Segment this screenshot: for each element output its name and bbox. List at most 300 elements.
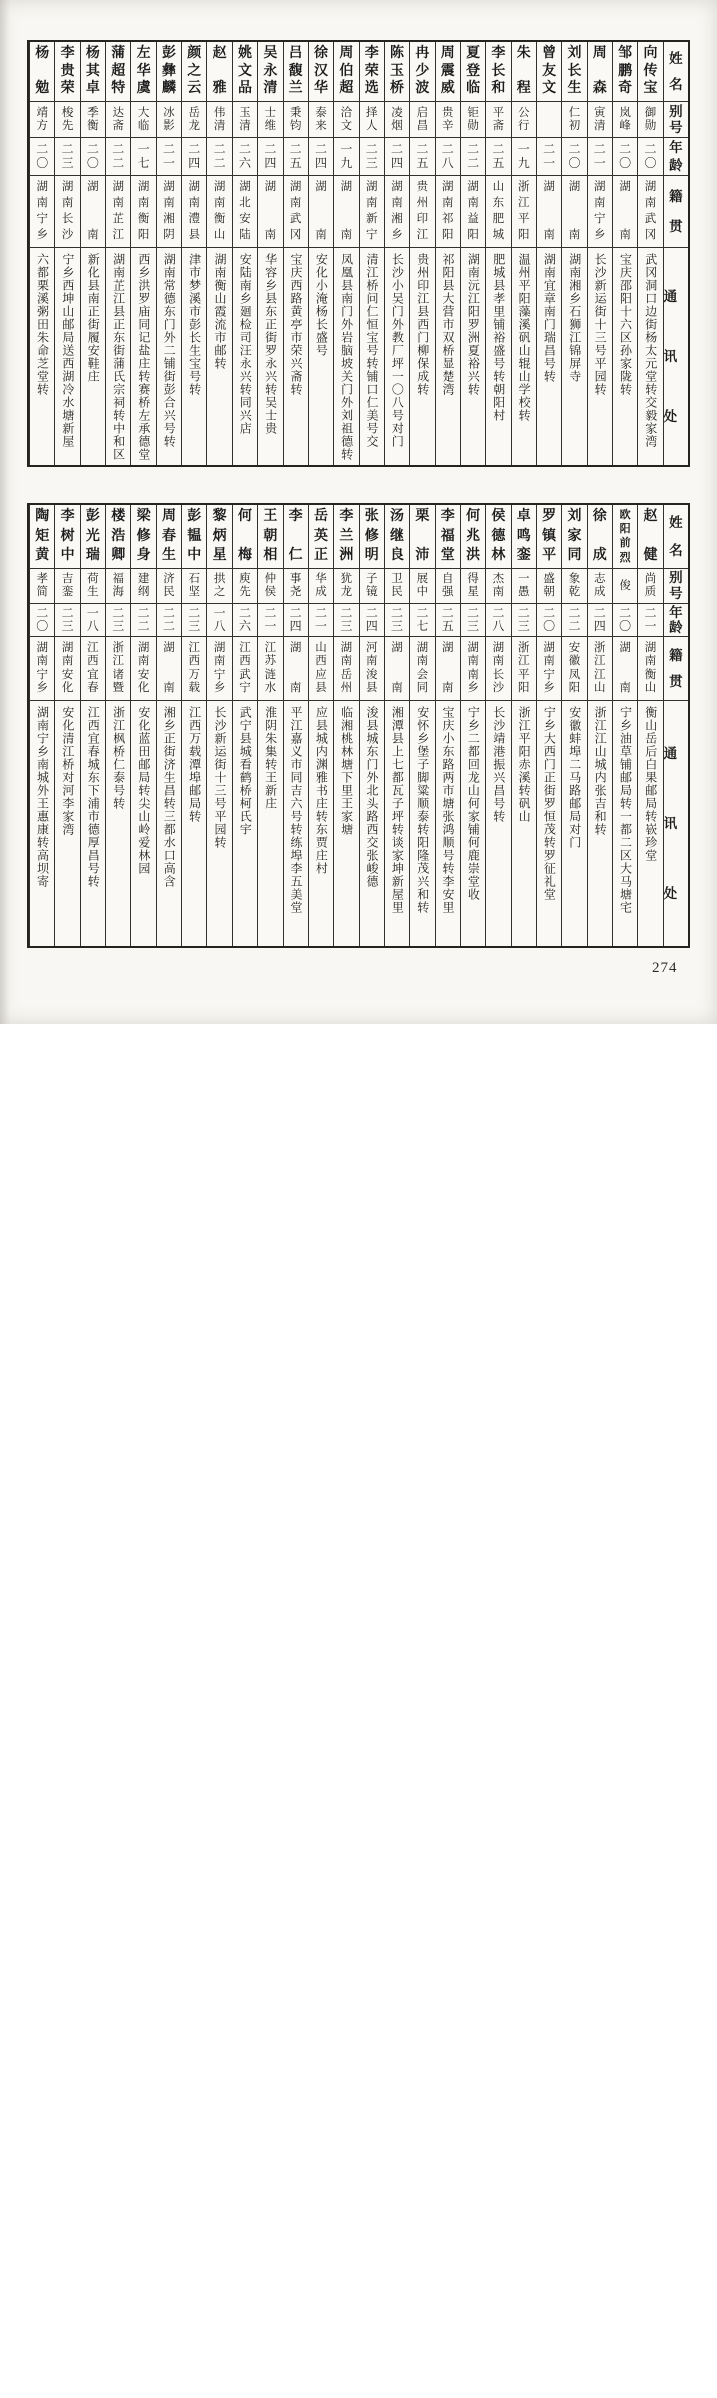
person-column (105, 42, 130, 465)
person-age: 一 九 (334, 138, 358, 176)
person-alias: 孝 简 (30, 569, 54, 604)
person-alias: 大 临 (131, 102, 155, 138)
person-address (613, 701, 637, 946)
person-native-place: 山 西 应 县 (309, 637, 333, 701)
person-address-text: 安化清江桥对河李家湾 (60, 706, 75, 836)
person-column (460, 42, 485, 465)
person-native-place: 湖 南 会 同 (410, 637, 434, 701)
person-column (80, 42, 105, 465)
person-name: 夏 登 临 (461, 42, 485, 102)
person-alias: 季 衡 (81, 102, 105, 138)
person-alias: 俊 (613, 569, 637, 604)
person-age: 一 七 (131, 138, 155, 176)
person-native-place: 湖 南 (613, 637, 637, 701)
person-age: 二 四 (284, 604, 308, 637)
person-native-place: 湖 南 湘 乡 (385, 176, 409, 248)
person-column (460, 505, 485, 946)
person-address-text: 湘乡正街济生昌转三都水口高含 (162, 706, 177, 888)
person-address-text: 武宁县城看鹤桥柯氏宇 (238, 706, 253, 836)
person-age: 二 四 (182, 138, 206, 176)
person-native-place: 湖 南 (537, 176, 561, 248)
person-address-text: 湘潭县上七都瓦子坪转谈家坤新屋里 (390, 706, 405, 914)
person-address-text: 宁乡油草铺邮局转一都二区大马塘宅 (618, 706, 633, 914)
person-age: 二 〇 (30, 138, 54, 176)
person-column (257, 505, 282, 946)
person-column (587, 505, 612, 946)
person-name: 杨 其 卓 (81, 42, 105, 102)
person-address (334, 248, 358, 465)
person-alias: 犹 龙 (334, 569, 358, 604)
person-native-place: 湖 南 宁 乡 (207, 637, 231, 701)
person-name: 周 森 (588, 42, 612, 102)
person-age: 二 五 (410, 138, 434, 176)
person-age: 二 二 (131, 604, 155, 637)
person-age: 二 一 (157, 138, 181, 176)
person-name: 周 震 威 (436, 42, 460, 102)
person-name: 陶 矩 黄 (30, 505, 54, 569)
person-alias: 尚 质 (638, 569, 662, 604)
person-address-text: 凤凰县南门外岩脑坡关门外刘祖德转 (339, 253, 354, 461)
person-address-text: 祁阳县大营市双桥显楚湾 (441, 253, 456, 396)
person-column (637, 505, 662, 946)
person-address (81, 701, 105, 946)
person-address-text: 清江桥问仁恒宝号转铺口仁美号交 (365, 253, 379, 448)
person-age: 二 〇 (30, 604, 54, 637)
person-address (258, 701, 282, 946)
person-alias: 择 人 (360, 102, 384, 138)
person-name: 黎 炳 星 (207, 505, 231, 569)
person-name: 李 树 中 (55, 505, 79, 569)
person-column (612, 42, 637, 465)
person-native-place: 湖 南 长 沙 (486, 637, 510, 701)
person-address-text: 湖南常德东门外二铺街彭合兴号转 (162, 253, 177, 448)
person-native-place: 安 徽 凤 阳 (562, 637, 586, 701)
header-age: 年 龄 (664, 138, 688, 176)
person-address (385, 701, 409, 946)
person-name: 徐 汉 华 (309, 42, 333, 102)
person-address (638, 248, 662, 465)
person-address (638, 701, 662, 946)
person-address (588, 248, 612, 465)
person-address-text: 浚县城东门外北头路西交张峻德 (365, 706, 379, 888)
person-name: 左 华 虞 (131, 42, 155, 102)
person-age: 一 八 (81, 604, 105, 637)
person-name: 周 春 生 (157, 505, 181, 569)
directory-table-bottom (27, 503, 690, 948)
person-column (587, 42, 612, 465)
person-alias: 凌 烟 (385, 102, 409, 138)
person-age: 二 四 (588, 604, 612, 637)
person-name: 赵 雅 (207, 42, 231, 102)
person-native-place: 湖 南 (385, 637, 409, 701)
person-native-place: 湖 南 衡 阳 (131, 176, 155, 248)
person-address (55, 701, 79, 946)
person-address (562, 701, 586, 946)
person-address (157, 248, 181, 465)
person-column (130, 505, 155, 946)
person-age: 二 四 (258, 138, 282, 176)
person-native-place: 湖 南 衡 山 (638, 637, 662, 701)
person-age: 二 六 (233, 604, 257, 637)
person-name: 彭 韫 中 (182, 505, 206, 569)
person-age: 二 三 (182, 604, 206, 637)
person-column (435, 42, 460, 465)
person-alias: 泰 来 (309, 102, 333, 138)
person-address (512, 248, 536, 465)
person-age: 一 九 (512, 138, 536, 176)
person-age: 二 四 (309, 138, 333, 176)
directory-table-top (27, 40, 690, 467)
person-name: 卓 鸣 銮 (512, 505, 536, 569)
person-age: 二 三 (106, 604, 130, 637)
person-native-place: 湖 南 (613, 176, 637, 248)
person-age: 二 〇 (81, 138, 105, 176)
person-native-place: 山 东 肥 城 (486, 176, 510, 248)
person-native-place: 江 西 武 宁 (233, 637, 257, 701)
person-alias: 仁 初 (562, 102, 586, 138)
person-column (384, 42, 409, 465)
person-age: 二 一 (638, 604, 662, 637)
person-column (29, 505, 54, 946)
person-name: 李 兰 洲 (334, 505, 358, 569)
person-address (309, 248, 333, 465)
person-age: 二 三 (385, 604, 409, 637)
header-address: 通 讯 处 (663, 288, 678, 425)
person-column (232, 42, 257, 465)
person-age: 二 三 (334, 604, 358, 637)
person-address (410, 701, 434, 946)
person-name: 王 朝 相 (258, 505, 282, 569)
person-native-place: 湖 南 安 化 (131, 637, 155, 701)
person-age: 二 五 (436, 604, 460, 637)
person-native-place: 湖 南 南 乡 (461, 637, 485, 701)
person-native-place: 湖 南 (157, 637, 181, 701)
person-alias: 岳 龙 (182, 102, 206, 138)
person-alias: 梭 先 (55, 102, 79, 138)
person-address-text: 西乡洪罗庙同记盐庄转赛桥左承德堂 (136, 253, 151, 461)
person-name: 张 修 明 (360, 505, 384, 569)
person-age: 二 〇 (613, 604, 637, 637)
person-name: 吕 馥 兰 (284, 42, 308, 102)
person-address (461, 701, 485, 946)
person-address-text: 浙江江山城内张吉和转 (593, 706, 608, 836)
person-native-place: 湖 南 武 冈 (284, 176, 308, 248)
person-address (81, 248, 105, 465)
person-name: 曾 友 文 (537, 42, 561, 102)
person-column (80, 505, 105, 946)
person-age: 二 二 (461, 138, 485, 176)
person-address-text: 江西宜春城东下浦市德厚昌号转 (86, 706, 101, 888)
person-age: 二 一 (588, 138, 612, 176)
person-name: 刘 家 同 (562, 505, 586, 569)
person-address (157, 701, 181, 946)
person-alias: 平 斋 (486, 102, 510, 138)
header-name: 姓 名 (664, 42, 688, 102)
scan-edge-shadow (0, 0, 10, 1024)
person-native-place: 湖 南 澧 县 (182, 176, 206, 248)
person-alias: 一 愚 (512, 569, 536, 604)
person-address-text: 湖南沅江阳罗洲夏裕兴转 (466, 253, 481, 396)
person-address-text: 长沙新运街十三号平园转 (593, 253, 608, 396)
person-alias: 自 强 (436, 569, 460, 604)
person-address-text: 武冈洞口边街杨太元堂转交毅家湾 (643, 253, 658, 448)
person-column (156, 42, 181, 465)
person-address (410, 248, 434, 465)
person-address (360, 248, 384, 465)
person-address (436, 248, 460, 465)
person-address-text: 安化小淹杨长盛号 (314, 253, 329, 357)
person-address (486, 248, 510, 465)
person-name: 李 仁 (284, 505, 308, 569)
person-column (536, 505, 561, 946)
person-column (206, 42, 231, 465)
person-column (181, 505, 206, 946)
person-native-place: 湖 南 (284, 637, 308, 701)
person-native-place: 湖 南 武 冈 (638, 176, 662, 248)
person-age: 二 六 (233, 138, 257, 176)
person-name: 姚 文 品 (233, 42, 257, 102)
person-alias: 福 海 (106, 569, 130, 604)
person-address (182, 701, 206, 946)
person-alias: 靖 方 (30, 102, 54, 138)
person-column (156, 505, 181, 946)
person-age: 二 二 (157, 604, 181, 637)
person-native-place: 湖 南 (562, 176, 586, 248)
person-address-text: 安怀乡堡子脚粱顺泰转阳隆茂兴和转 (415, 706, 430, 914)
person-column (637, 42, 662, 465)
person-column (485, 42, 510, 465)
person-address-text: 湖南湘乡石狮江锦屏寺 (567, 253, 582, 383)
person-alias: 岚 峰 (613, 102, 637, 138)
person-address-text: 安化蓝田邮局转尖山岭爱林园 (136, 706, 151, 875)
person-native-place: 浙 江 平 阳 (512, 176, 536, 248)
person-alias: 象 乾 (562, 569, 586, 604)
person-address (334, 701, 358, 946)
person-name: 徐 成 (588, 505, 612, 569)
person-alias: 吉 銮 (55, 569, 79, 604)
person-name: 罗 镇 平 (537, 505, 561, 569)
person-age: 二 二 (562, 604, 586, 637)
header-age: 年 龄 (664, 604, 688, 637)
person-column (333, 42, 358, 465)
person-native-place: 湖 南 长 沙 (55, 176, 79, 248)
person-column (283, 505, 308, 946)
person-name: 彭 彝 麟 (157, 42, 181, 102)
person-alias: 冰 影 (157, 102, 181, 138)
person-age: 二 二 (106, 138, 130, 176)
person-age: 二 五 (284, 138, 308, 176)
person-native-place: 江 西 宜 春 (81, 637, 105, 701)
person-address-text: 浙江枫桥仁泰号转 (111, 706, 126, 810)
person-name: 楼 浩 卿 (106, 505, 130, 569)
person-alias (537, 102, 561, 138)
person-address-text: 贵州印江县西门柳保成转 (415, 253, 430, 396)
person-column (511, 505, 536, 946)
person-alias: 庾 先 (233, 569, 257, 604)
person-address (588, 701, 612, 946)
person-alias: 事 尧 (284, 569, 308, 604)
person-native-place: 湖 南 安 化 (55, 637, 79, 701)
person-native-place: 湖 南 祁 阳 (436, 176, 460, 248)
person-column (485, 505, 510, 946)
person-native-place: 湖 南 衡 山 (207, 176, 231, 248)
person-native-place: 湖 南 宁 乡 (588, 176, 612, 248)
person-name: 欧 阳 前 烈 (613, 505, 637, 569)
person-native-place: 湖 南 (334, 176, 358, 248)
person-alias: 济 民 (157, 569, 181, 604)
person-age: 二 〇 (638, 138, 662, 176)
header-column (663, 42, 688, 465)
person-column (232, 505, 257, 946)
person-native-place: 江 苏 涟 水 (258, 637, 282, 701)
person-column (435, 505, 460, 946)
person-address-text: 六都栗溪粥田朱命芝堂转 (35, 253, 50, 396)
person-column (54, 42, 79, 465)
scanned-register-page (0, 0, 717, 1024)
person-address-text: 衡山岳后白果邮局转嵚珍堂 (643, 706, 658, 862)
person-name: 周 伯 超 (334, 42, 358, 102)
person-name: 汤 继 良 (385, 505, 409, 569)
person-age: 二 三 (512, 604, 536, 637)
person-name: 刘 长 生 (562, 42, 586, 102)
person-age: 二 二 (207, 138, 231, 176)
person-alias: 秉 钧 (284, 102, 308, 138)
person-address-text: 宁乡大西门正街罗恒茂转罗征礼堂 (542, 706, 557, 901)
person-alias: 华 成 (309, 569, 333, 604)
person-age: 二 三 (360, 138, 384, 176)
person-address (30, 248, 54, 465)
person-alias: 玉 清 (233, 102, 257, 138)
person-alias: 子 镜 (360, 569, 384, 604)
person-name: 邹 鹏 奇 (613, 42, 637, 102)
person-address-text: 宝庆西路黄亭市荣兴斋转 (288, 253, 303, 396)
person-alias: 仲 侯 (258, 569, 282, 604)
person-address-text: 应县城内渊雅书庄转东贾庄村 (314, 706, 329, 875)
person-native-place: 湖 南 (81, 176, 105, 248)
person-native-place: 湖 南 岳 州 (334, 637, 358, 701)
person-native-place: 湖 南 宁 乡 (30, 176, 54, 248)
person-name: 李 长 和 (486, 42, 510, 102)
person-native-place: 湖 南 宁 乡 (30, 637, 54, 701)
person-column (384, 505, 409, 946)
person-address-text: 安陆南乡廻检司汪永兴转同兴店 (238, 253, 253, 435)
person-address-text: 湖南芷江县正东街蒲氏宗祠转中和区 (111, 253, 126, 461)
person-name: 向 传 宝 (638, 42, 662, 102)
header-name: 姓 名 (664, 505, 688, 569)
person-address (537, 701, 561, 946)
person-address (562, 248, 586, 465)
person-address (106, 248, 130, 465)
person-name: 侯 德 林 (486, 505, 510, 569)
person-name: 何 兆 洪 (461, 505, 485, 569)
person-native-place: 浙 江 诸 暨 (106, 637, 130, 701)
person-name: 岳 英 正 (309, 505, 333, 569)
person-address-text: 湖南衡山霞流市邮转 (212, 253, 227, 370)
person-alias: 士 维 (258, 102, 282, 138)
person-column (181, 42, 206, 465)
person-native-place: 湖 南 芷 江 (106, 176, 130, 248)
person-age: 二 一 (258, 604, 282, 637)
person-alias: 盛 朝 (537, 569, 561, 604)
person-address-text: 安徽蚌埠二马路邮局对门 (567, 706, 582, 849)
page-number: 274 (652, 960, 678, 976)
person-native-place: 湖 北 安 陆 (233, 176, 257, 248)
person-column (283, 42, 308, 465)
person-name: 杨 勉 (30, 42, 54, 102)
person-address (55, 248, 79, 465)
person-column (409, 505, 434, 946)
person-column (308, 42, 333, 465)
person-age: 二 〇 (537, 604, 561, 637)
person-address (207, 248, 231, 465)
person-address (106, 701, 130, 946)
person-age: 二 一 (537, 138, 561, 176)
person-address-text: 宁乡二都回龙山何家铺何鹿崇堂收 (466, 706, 481, 901)
person-alias: 达 斋 (106, 102, 130, 138)
header-alias: 别 号 (664, 102, 688, 138)
person-address (461, 248, 485, 465)
person-column (511, 42, 536, 465)
header-alias: 别 号 (664, 569, 688, 604)
person-address (436, 701, 460, 946)
person-age: 一 八 (207, 604, 231, 637)
person-native-place: 湖 南 (309, 176, 333, 248)
person-age: 二 三 (461, 604, 485, 637)
person-alias: 建 纲 (131, 569, 155, 604)
person-address-text: 温州平阳藻溪矾山辊山学校转 (517, 253, 532, 422)
person-column (536, 42, 561, 465)
person-alias: 展 中 (410, 569, 434, 604)
person-alias: 御 勋 (638, 102, 662, 138)
person-native-place: 河 南 浚 县 (360, 637, 384, 701)
person-name: 栗 沛 (410, 505, 434, 569)
person-age: 二 八 (486, 604, 510, 637)
person-age: 二 五 (486, 138, 510, 176)
person-alias: 拱 之 (207, 569, 231, 604)
person-age: 二 〇 (613, 138, 637, 176)
person-address-text: 长沙小吴门外教厂坪一〇八号对门 (390, 253, 405, 448)
person-alias: 杰 南 (486, 569, 510, 604)
person-column (359, 505, 384, 946)
person-address (360, 701, 384, 946)
person-address (131, 701, 155, 946)
header-native: 籍 贯 (664, 637, 688, 701)
person-native-place: 湖 南 湘 阴 (157, 176, 181, 248)
person-address-text: 宝庆小东路两市塘张鸿顺号转李安里 (441, 706, 456, 914)
person-column (105, 505, 130, 946)
person-name: 吴 永 清 (258, 42, 282, 102)
person-address (182, 248, 206, 465)
person-address (486, 701, 510, 946)
person-address-text: 临湘桃林塘下里王家塘 (339, 706, 354, 836)
person-alias: 钜 勋 (461, 102, 485, 138)
person-age: 二 〇 (562, 138, 586, 176)
person-age: 二 八 (436, 138, 460, 176)
person-address (131, 248, 155, 465)
person-alias: 石 坚 (182, 569, 206, 604)
person-age: 二 三 (55, 604, 79, 637)
person-name: 李 荣 选 (360, 42, 384, 102)
person-age: 二 三 (55, 138, 79, 176)
person-address (537, 248, 561, 465)
person-alias: 得 星 (461, 569, 485, 604)
person-native-place: 湖 南 宁 乡 (537, 637, 561, 701)
person-name: 赵 健 (638, 505, 662, 569)
person-address-text: 长沙新运街十三号平园转 (212, 706, 227, 849)
person-address (385, 248, 409, 465)
person-column (561, 42, 586, 465)
person-address (30, 701, 54, 946)
